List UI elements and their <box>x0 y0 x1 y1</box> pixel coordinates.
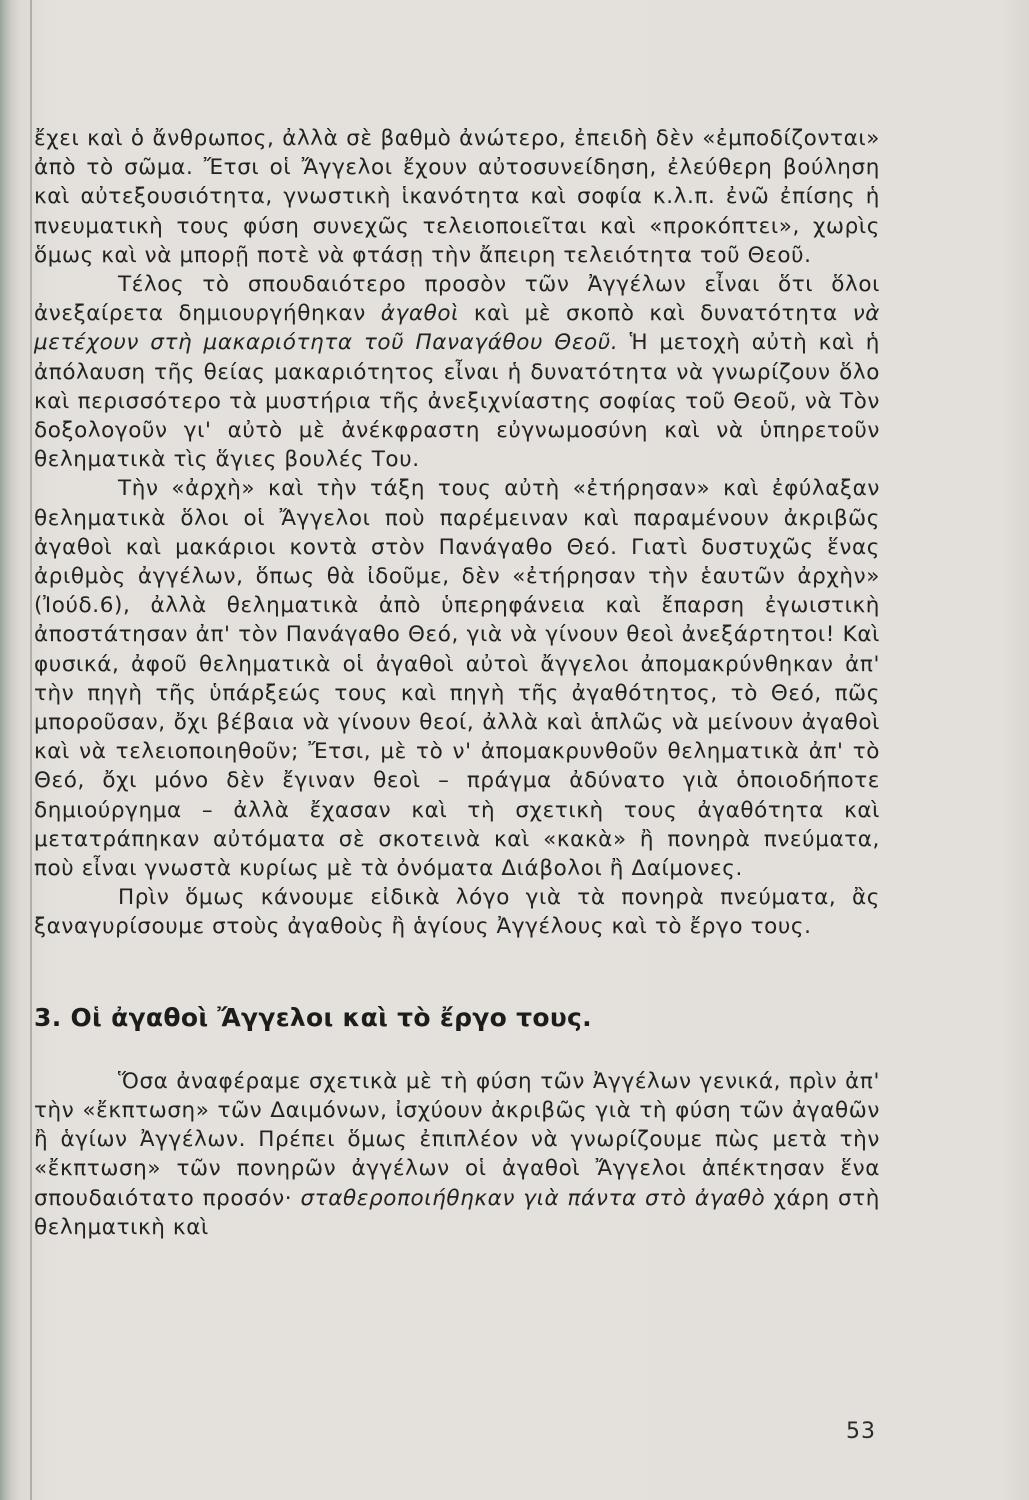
text-segment: χάρη στὴ θεληματικὴ καὶ <box>34 1185 881 1240</box>
section-paragraphs <box>34 1067 880 1242</box>
italic-text: σταθεροποιήθηκαν γιὰ πάντα στὸ ἀγαθὸ <box>300 1185 766 1211</box>
paragraph <box>34 883 880 941</box>
text-segment: Πρὶν ὅμως κάνουμε εἰδικὰ λόγο γιὰ τὰ πονηρὰ πνεύματα, ἂς ξαναγυρίσουμε στοὺς ἀγαθοὺς ἢ ἁγίους Ἀγγέλους καὶ τὸ ἔργο τους. <box>34 885 880 940</box>
text-segment: Ὅσα ἀναφέραμε σχετικὰ μὲ τὴ φύση τῶν Ἀγγέλων γενικά, πρὶν ἀπ' τὴν «ἔκπτωση» τῶν Δαιμόνων, ἰσχύουν ἀκριβῶς γιὰ τὴ φύση τῶν ἀγαθῶν ἢ ἁγίων Ἀγγέλων. Πρέπει ὅμως ἐπιπλέον νὰ γνωρίζουμε πὼς μετὰ τὴν «ἔκπτωση» τῶν πονηρῶν ἀγγέλων οἱ ἀγαθοὶ Ἄγγελοι ἀπέκτησαν ἕνα σπουδαιότατο προσόν· <box>34 1068 880 1211</box>
text-segment: ἔχει καὶ ὁ ἄνθρωπος, ἀλλὰ σὲ βαθμὸ ἀνώτερο, ἐπειδὴ δὲν «ἐμποδίζονται» ἀπὸ τὸ σῶμα. Ἔτσι οἱ Ἄγγελοι ἔχουν αὐτοσυνείδηση, ἐλεύθερη βούληση καὶ αὐτεξουσιότητα, γνωστικὴ ἱκανότητα καὶ σοφία κ.λ.π. ἐνῶ ἐπίσης ἡ πνευματικὴ τους φύση συνεχῶς τελειοποιεῖται καὶ «προκόπτει», χωρὶς ὅμως καὶ νὰ μπορῇ ποτὲ νὰ φτάσῃ τὴν ἄπειρη τελειότητα τοῦ Θεοῦ. <box>34 126 880 268</box>
text-segment: Ἡ μετοχὴ αὐτὴ καὶ ἡ ἀπόλαυση τῆς θείας μακαριότητος εἶναι ἡ δυνατότητα νὰ γνωρίζουν ὅλο καὶ περισσότερο τὰ μυστήρια τῆς ἀνεξιχνίαστης σοφίας τοῦ Θεοῦ, νὰ Τὸν δοξολογοῦν γι' αὐτὸ μὲ ἀνέκφραστη εὐγνωμοσύνη καὶ νὰ ὑπηρετοῦν θεληματικὰ τὶς ἅγιες βουλές Του. <box>34 330 880 473</box>
paragraph <box>34 124 880 270</box>
text-segment: Τὴν «ἀρχὴ» καὶ τὴν τάξη τους αὐτὴ «ἐτήρησαν» καὶ ἐφύλαξαν θεληματικὰ ὅλοι οἱ Ἄγγελοι ποὺ παρέμειναν καὶ παραμένουν ἀκριβῶς ἀγαθοὶ καὶ μακάριοι κοντὰ στὸν Πανάγαθο Θεό. Γιατὶ δυστυχῶς ἕνας ἀριθμὸς ἀγγέλων, ὅπως θὰ ἰδοῦμε, δὲν «ἐτήρησαν τὴν ἑαυτῶν ἀρχὴν» (Ἰούδ.6), ἀλλὰ θεληματικὰ ἀπὸ ὑπερηφάνεια καὶ ἔπαρση ἐγωιστικὴ ἀποστάτησαν ἀπ' τὸν Πανάγαθο Θεό, γιὰ νὰ γίνουν θεοὶ ἀνεξάρτητοι! Καὶ φυσικά, ἀφοῦ θεληματικὰ οἱ ἀγαθοὶ αὐτοὶ ἄγγελοι ἀπομακρύνθηκαν ἀπ' τὴν πηγὴ τῆς ὑπάρξεώς τους καὶ πηγὴ τῆς ἀγαθότητος, τὸ Θεό, πῶς μποροῦσαν, ὄχι βέβαια νὰ γίνουν θεοί, ἀλλὰ καὶ ἁπλῶς νὰ μείνουν ἀγαθοὶ καὶ νὰ τελειοποιηθοῦν; Ἔτσι, μὲ τὸ ν' ἀπομακρυνθοῦν θεληματικὰ ἀπ' τὸ Θεό, ὄχι μόνο δὲν ἔγιναν θεοὶ – πράγμα ἀδύνατο γιὰ ὁποιοδήποτε δημιούργημα – ἀλλὰ ἔχασαν καὶ τὴ σχετικὴ τους ἀγαθότητα καὶ μετατράπηκαν αὐτόματα σὲ σκοτεινὰ καὶ «κακὰ» ἢ πονηρὰ πνεύματα, ποὺ εἶναι γνωστὰ κυρίως μὲ τὰ ὀνόματα Διάβολοι ἢ Δαίμονες. <box>34 476 880 882</box>
paragraph <box>34 1067 880 1242</box>
section-heading: 3. Οἱ ἀγαθοὶ Ἄγγελοι καὶ τὸ ἔργο τους. <box>34 1002 592 1032</box>
paragraph <box>34 474 880 883</box>
binding-line <box>30 0 32 1500</box>
text-segment: καὶ μὲ σκοπὸ καὶ δυνατότητα <box>458 301 853 327</box>
text-segment: Τέλος τὸ σπουδαιότερο προσὸν τῶν Ἀγγέλων εἶναι ὅτι ὅλοι ἀνεξαίρετα δημιουργήθηκαν <box>34 272 880 327</box>
binding-gutter <box>0 0 18 1500</box>
paragraph <box>34 270 880 474</box>
page-number: 53 <box>846 1419 876 1444</box>
italic-text: ἀγαθοὶ <box>380 301 459 327</box>
page-content <box>34 124 880 1242</box>
intro-paragraphs <box>34 124 880 942</box>
italic-text: νὰ μετέχουν στὴ μακαριότητα τοῦ Παναγάθου Θεοῦ. <box>34 301 880 356</box>
